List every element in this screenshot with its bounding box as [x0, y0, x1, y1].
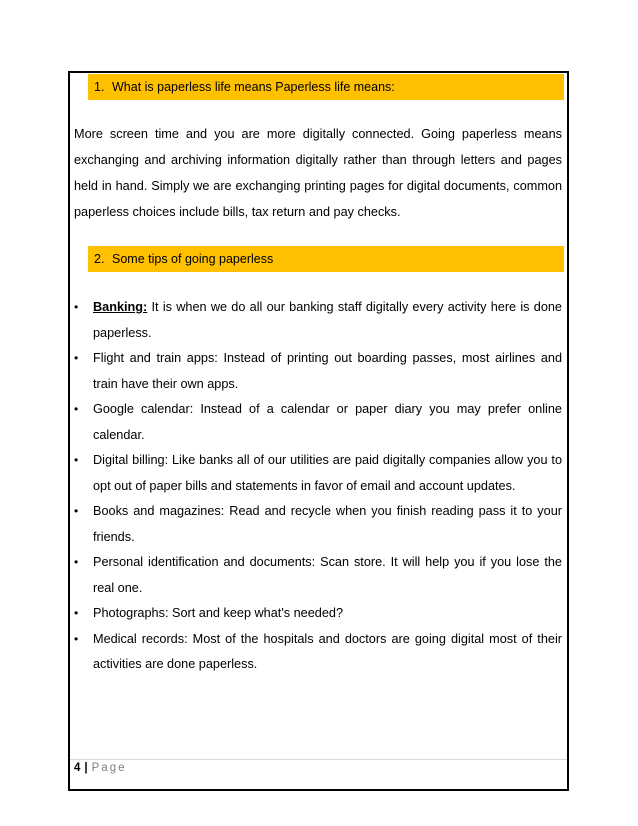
footer-separator: | [84, 762, 88, 774]
bullet-icon: • [74, 606, 79, 620]
bullet-icon: • [74, 453, 79, 467]
list-item-text: Flight and train apps: Instead of printing out boarding passes, most airlines and train have their own apps. [93, 351, 562, 391]
list-item-text: Photographs: Sort and keep what's needed? [93, 606, 344, 620]
list-item-text: Medical records: Most of the hospitals and doctors are going digital most of their activities are done paperless. [93, 631, 562, 671]
bullet-icon: • [74, 351, 79, 365]
list-item [74, 346, 562, 397]
list-item [74, 448, 562, 499]
list-item-text: Digital billing: Like banks all of our utilities are paid digitally companies allow you to opt out of paper bills and statements in favor of email and account updates. [93, 453, 562, 493]
page-footer [74, 760, 126, 776]
list-item-text: Google calendar: Instead of a calendar or paper diary you may prefer online calendar. [93, 402, 562, 442]
bullet-icon: • [74, 631, 79, 646]
list-item [74, 295, 562, 346]
bullet-icon: • [74, 402, 79, 416]
list-item [74, 627, 562, 678]
list-item-text: Personal identification and documents: Scan store. It will help you if you lose the real one. [93, 555, 562, 595]
page-number: 4 [74, 762, 81, 774]
bullet-icon: • [74, 504, 79, 518]
list-item [74, 499, 562, 550]
heading-tips [88, 246, 564, 272]
heading-text: Some tips of going paperless [112, 252, 274, 266]
list-item [74, 550, 562, 601]
heading-what-is-paperless [88, 74, 564, 100]
intro-paragraph: More screen time and you are more digitally connected. Going paperless means exchanging and archiving information digitally rather than through letters and pages held in hand. Simply we are exchanging printing pages for digital documents, common paperless choices include bills, tax return and pay checks. [74, 127, 562, 219]
heading-number: 1. [94, 80, 105, 94]
list-item [74, 601, 562, 627]
bullet-icon: • [74, 300, 79, 314]
list-item [74, 397, 562, 448]
bullet-icon: • [74, 555, 79, 569]
tips-list [74, 295, 562, 678]
list-item-text: It is when we do all our banking staff digitally every activity here is done paperless. [93, 300, 562, 340]
list-item-text: Books and magazines: Read and recycle when you finish reading pass it to your friends. [93, 504, 562, 544]
footer-divider [70, 759, 567, 760]
page-label: Page [91, 762, 127, 774]
list-item-lead: Banking: [93, 300, 148, 314]
heading-text: What is paperless life means Paperless life means: [112, 80, 395, 94]
heading-number: 2. [94, 252, 105, 266]
